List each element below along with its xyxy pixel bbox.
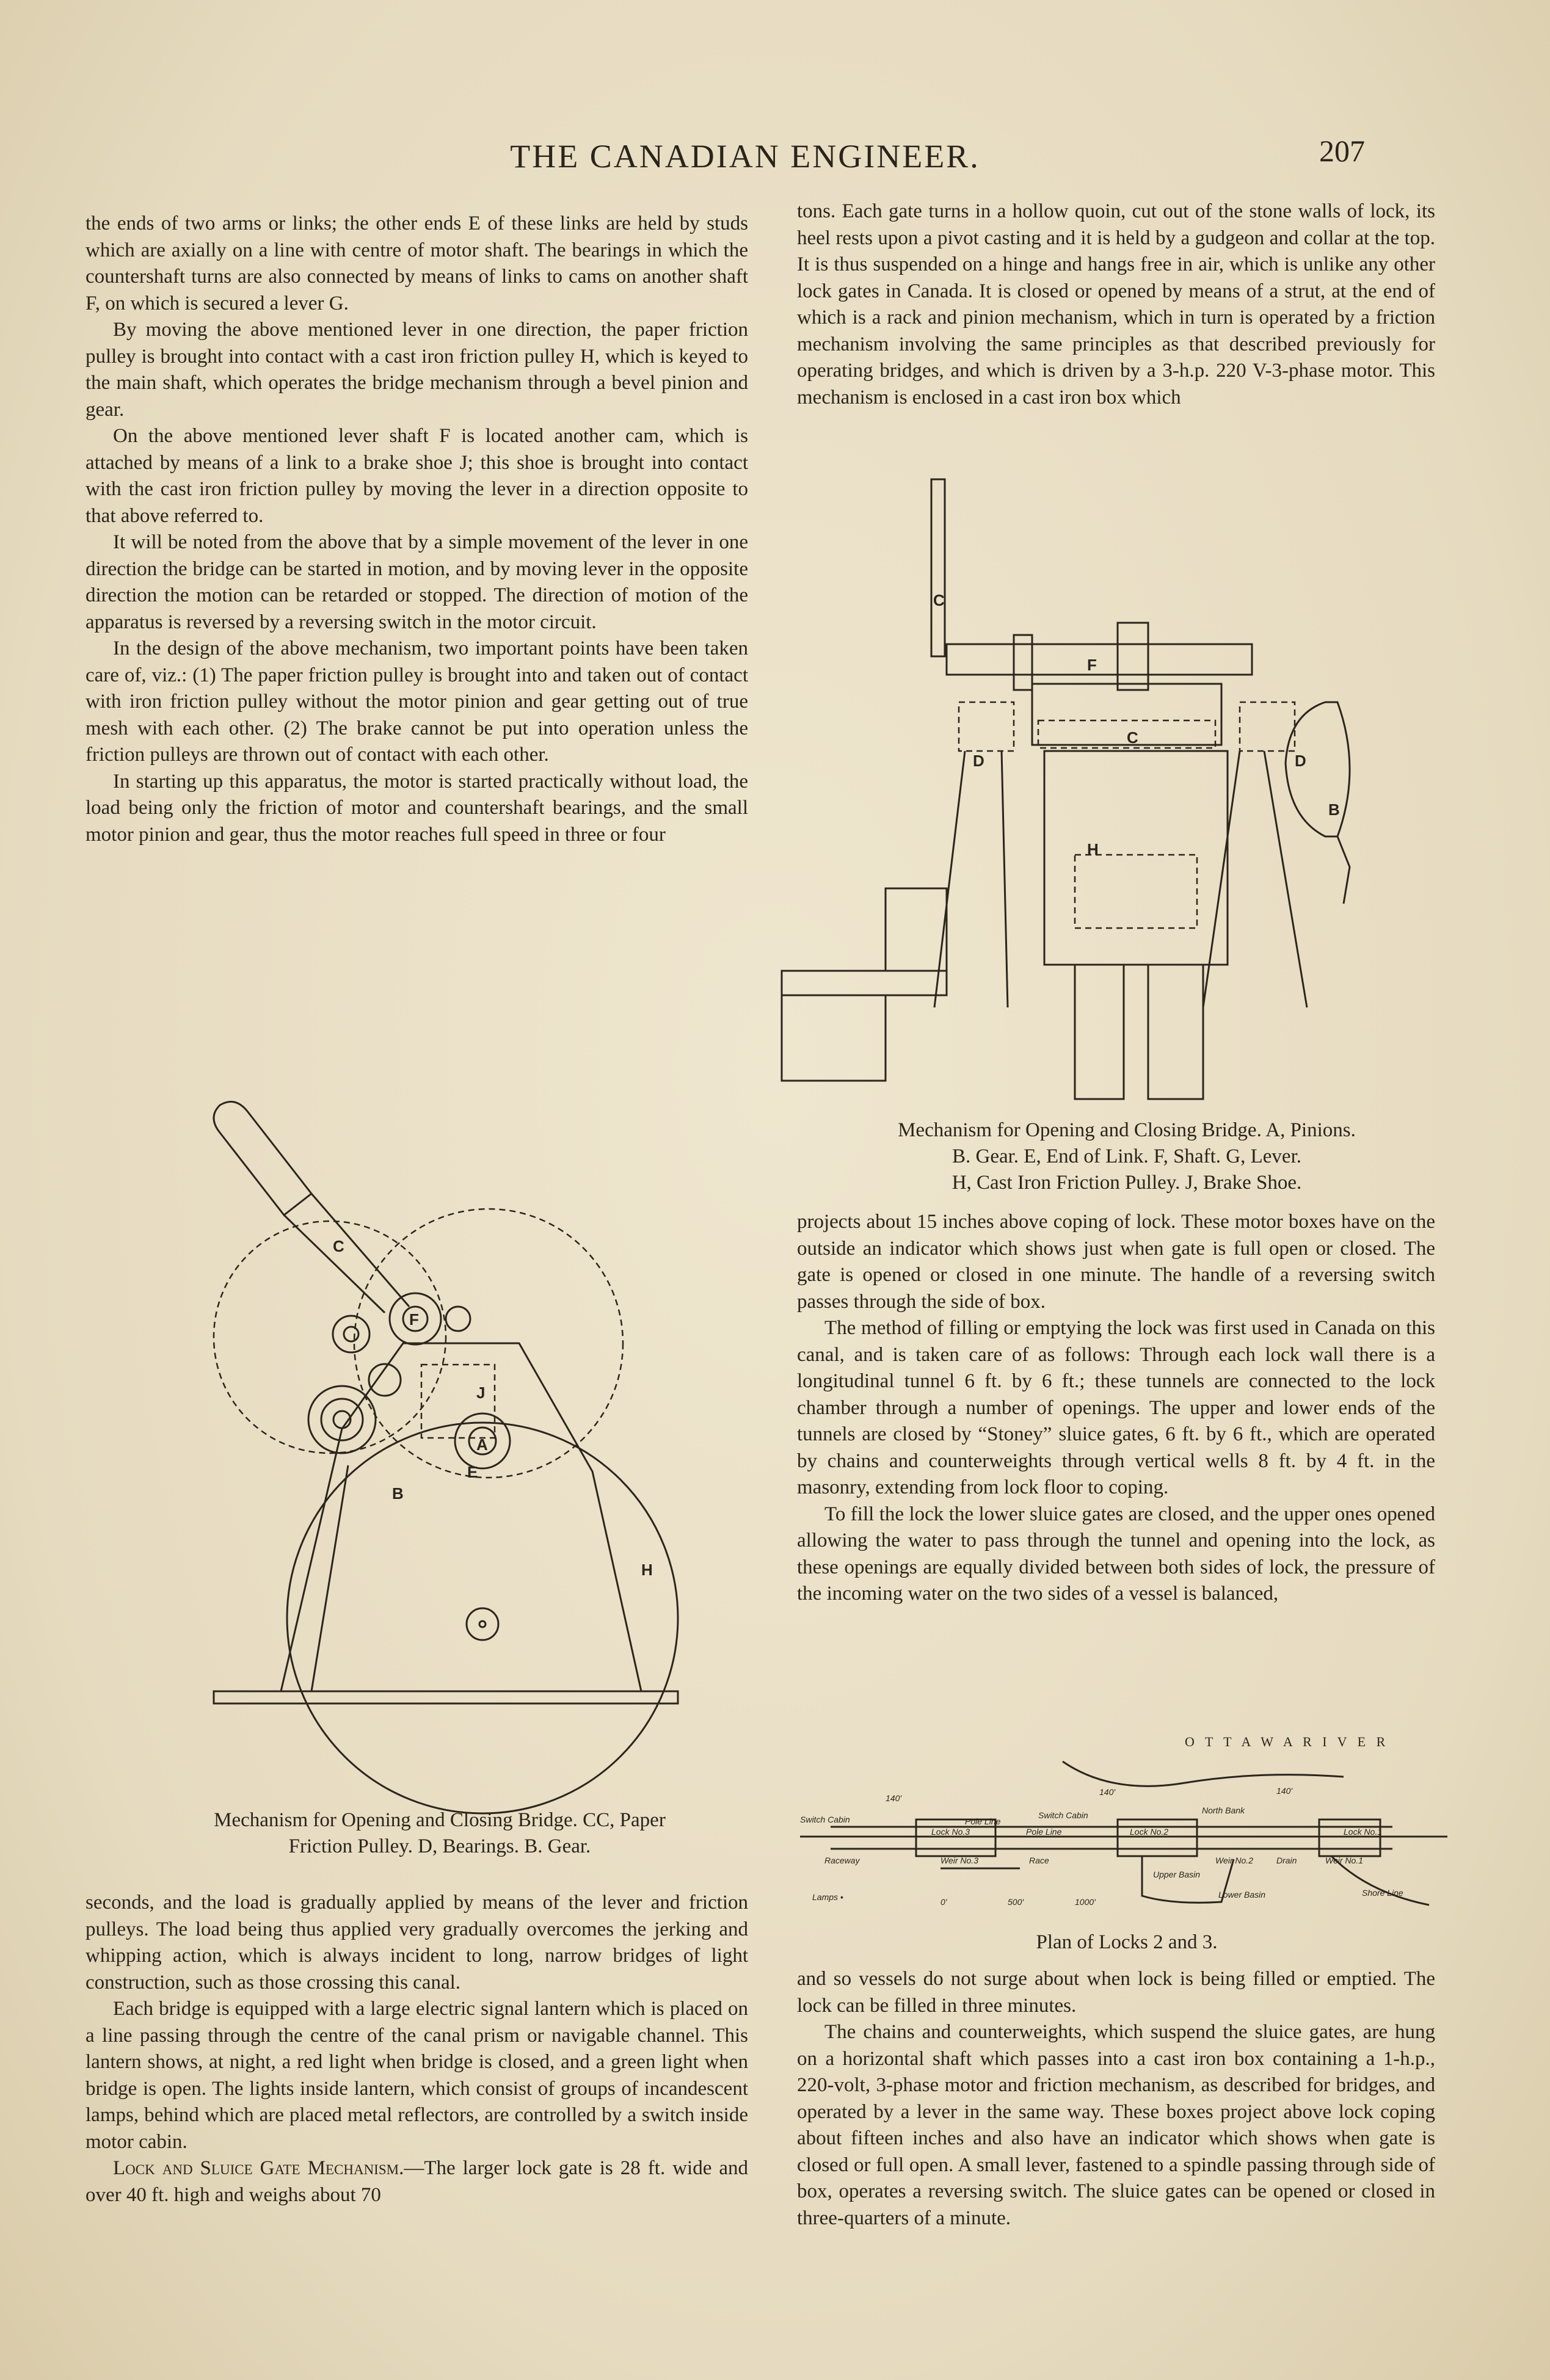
paragraph: Each bridge is equipped with a large electric signal lantern which is placed on a line passing through the centre of the canal prism or navigable channel. This lantern shows, at night, a red light when bridge is closed, and a green light when bridge is open. The lights inside lantern, which consist of groups of incandescent lamps, behind which are placed metal reflectors, are controlled by a switch inside motor cabin. [86, 1998, 748, 2153]
lock-1-label: Lock No.1 [1344, 1827, 1383, 1837]
section-text: —The larger lock gate is 28 ft. wide and over 40 ft. high and weighs about 70 [86, 2157, 748, 2206]
paragraph: In the design of the above mechanism, two important points have been taken care of, viz.: (1) The paper friction pulley is brought into and taken out of contact with iron friction pulley without the motor pinion and gear getting out of true mesh with each other. (2) The brake cannot be put into operation unless the friction pulleys are thrown out of contact with each other. [86, 637, 748, 766]
page-number: 207 [1319, 134, 1365, 168]
right-column-middle [797, 1209, 1435, 1608]
label-d-left: D [973, 752, 984, 770]
label-b: B [392, 1484, 404, 1503]
scale-1000: 1000' [1075, 1897, 1096, 1907]
upper-basin-label: Upper Basin [1153, 1870, 1201, 1879]
dim-140-c: 140' [1276, 1786, 1293, 1796]
river-label: O T T A W A R I V E R [1185, 1734, 1389, 1749]
weir-3-label: Weir No.3 [941, 1856, 978, 1865]
label-a: A [476, 1435, 488, 1454]
journal-title: THE CANADIAN ENGINEER. [510, 138, 980, 175]
bridge-mechanism-front-figure [776, 476, 1454, 1111]
switch-cabin-left: Switch Cabin [800, 1815, 850, 1824]
caption-line: Mechanism for Opening and Closing Bridge. A, Pinions. [898, 1119, 1356, 1141]
plan-of-locks-figure [794, 1728, 1454, 1936]
lock-3-label: Lock No.3 [931, 1827, 970, 1837]
drain-label: Drain [1276, 1856, 1297, 1865]
label-c-top: C [933, 591, 945, 609]
label-c-mid: C [1127, 728, 1138, 747]
label-b: B [1328, 800, 1340, 819]
paragraph: By moving the above mentioned lever in one direction, the paper friction pulley is brought into contact with a cast iron friction pulley H, which is keyed to the main shaft, which operates the bridge mechanism through a bevel pinion and gear. [86, 319, 748, 421]
dim-140-b: 140' [1099, 1787, 1116, 1797]
section-heading: Lock and Sluice Gate Mechanism. [113, 2157, 404, 2179]
paragraph: To fill the lock the lower sluice gates are closed, and the upper ones opened allowing the water to pass through the tunnel and opening into the lock, as these openings are equally divided between both sides of lock, the pressure of the incoming water on the two sides of a vessel is balanced, [797, 1503, 1435, 1605]
caption-line: H, Cast Iron Friction Pulley. J, Brake Shoe. [951, 1172, 1302, 1194]
lock-2-label: Lock No.2 [1130, 1827, 1169, 1837]
pole-line-mid: Pole Line [1026, 1827, 1062, 1837]
raceway-label: Raceway [824, 1856, 860, 1865]
paragraph: projects about 15 inches above coping of lock. These motor boxes have on the outside an indicator which shows just when gate is full open or closed. The gate is opened or closed in one minute. The handle of a reversing switch passes through the side of box. [797, 1211, 1435, 1313]
scale-500: 500' [1008, 1897, 1024, 1907]
caption-line: Friction Pulley. D, Bearings. B. Gear. [288, 1835, 591, 1857]
label-h: H [641, 1561, 653, 1579]
label-c: C [333, 1237, 344, 1255]
right-figure-caption [797, 1117, 1457, 1196]
weir-2-label: Weir No.2 [1215, 1856, 1253, 1865]
left-column-top [86, 211, 748, 848]
right-column-top [797, 198, 1435, 411]
label-d-right: D [1295, 752, 1306, 770]
north-bank: North Bank [1202, 1805, 1245, 1815]
paragraph: and so vessels do not surge about when lock is being filled or emptied. The lock can be filled in three minutes. [797, 1968, 1435, 2017]
left-column-bottom [86, 1890, 748, 2208]
label-e: E [467, 1463, 478, 1481]
paragraph: the ends of two arms or links; the other ends E of these links are held by studs which are axially on a line with centre of motor shaft. The bearings in which the countershaft turns are also connected by means of links to cams on another shaft F, on which is secured a lever G. [86, 212, 748, 314]
bridge-mechanism-side-figure [202, 1087, 702, 1819]
label-j: J [476, 1384, 486, 1402]
label-f: F [409, 1310, 419, 1329]
paragraph: On the above mentioned lever shaft F is located another cam, which is attached by means of a link to a brake shoe J; this shoe is brought into contact with the cast iron friction pulley by moving the lever in a direction opposite to that above referred to. [86, 425, 748, 527]
pole-line-top: Pole Line [965, 1816, 1001, 1826]
weir-1-label: Weir No.1 [1325, 1856, 1363, 1865]
paragraph: In starting up this apparatus, the motor is started practically without load, the load being only the friction of motor and countershaft bearings, and the small motor pinion and gear, thus the motor reaches full speed in three or four [86, 770, 748, 846]
plan-figure-caption: Plan of Locks 2 and 3. [1036, 1931, 1218, 1953]
caption-line: B. Gear. E, End of Link. F, Shaft. G, Lever. [951, 1145, 1301, 1167]
lamps-label: Lamps • [812, 1892, 843, 1902]
label-f: F [1087, 656, 1097, 674]
label-h: H [1087, 840, 1099, 858]
left-figure-caption [110, 1807, 770, 1860]
paragraph: It will be noted from the above that by a simple movement of the lever in one direction the bridge can be started in motion, and by moving lever in the opposite direction the motion can be retarded or stopped. The direction of motion of the apparatus is reversed by a reversing switch in the motor circuit. [86, 531, 748, 633]
paragraph: seconds, and the load is gradually applied by means of the lever and friction pulleys. The load being thus applied very gradually overcomes the jerking and whipping action, which is always incident to long, narrow bridges of light construction, such as those crossing this canal. [86, 1892, 748, 1994]
lower-basin-label: Lower Basin [1218, 1890, 1266, 1899]
scale-0: 0' [941, 1897, 947, 1907]
switch-cabin-mid: Switch Cabin [1038, 1810, 1088, 1820]
race-label: Race [1029, 1856, 1049, 1865]
paragraph: tons. Each gate turns in a hollow quoin, cut out of the stone walls of lock, its heel rests upon a pivot casting and it is held by a gudgeon and collar at the top. It is thus suspended on a hinge and hangs free in air, which is unlike any other lock gates in Canada. It is closed or opened by means of a strut, at the end of which is a rack and pinion mechanism, which in turn is operated by a friction mechanism involving the same principles as that described previously for operating bridges, and which is driven by a 3-h.p. 220 V-3-phase motor. This mechanism is enclosed in a cast iron box which [797, 200, 1435, 408]
paragraph: The chains and counterweights, which suspend the sluice gates, are hung on a horizontal shaft which passes into a cast iron box containing a 1-h.p., 220-volt, 3-phase motor and friction mechanism, as described for bridges, and operated by a lever in the same way. These boxes project above lock coping about fifteen inches and also have an indicator which shows when gate is closed or full open. A small lever, fastened to a spindle passing through side of box, operates a reversing switch. The sluice gates can be opened or closed in three-quarters of a minute. [797, 2021, 1435, 2229]
shore-line-label: Shore Line [1362, 1888, 1403, 1898]
right-column-bottom [797, 1966, 1435, 2232]
paragraph: The method of filling or emptying the lock was first used in Canada on this canal, and is taken care of as follows: Through each lock wall there is a longitudinal tunnel 6 ft. by 6 ft.; these tunnels are connected to the lock chamber through a number of openings. The upper and lower ends of the tunnels are closed by “Stoney” sluice gates, 6 ft. by 6 ft., which are operated by chains and counterweights through vertical wells 8 ft. by 4 ft. in the masonry, extending from lock floor to coping. [797, 1317, 1435, 1498]
dim-140-a: 140' [886, 1793, 902, 1803]
caption-line: Mechanism for Opening and Closing Bridge. CC, Paper [214, 1809, 666, 1831]
paragraph [86, 2155, 748, 2208]
